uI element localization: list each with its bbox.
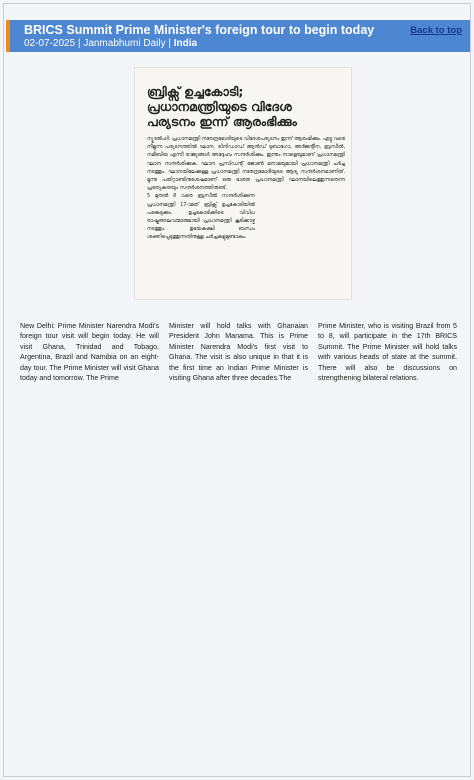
newspaper-clipping-image <box>135 68 351 299</box>
clipping-body <box>147 133 345 242</box>
article-column-3: Prime Minister, who is visiting Brazil from 5 to 8, will participate in the 17th BRICS Summit. The Prime Minister will hold talks with various heads of state at the summit. There will also be discussions on strengthening bilateral relations. <box>318 322 457 383</box>
back-to-top-link[interactable]: Back to top <box>410 25 462 36</box>
page <box>3 3 471 777</box>
meta-separator: | <box>165 38 174 49</box>
article-title: BRICS Summit Prime Minister's foreign tour to begin today <box>24 23 375 37</box>
article-header <box>6 20 470 52</box>
article-meta <box>24 38 197 49</box>
article-column-1: New Delhi: Prime Minister Narendra Modi's foreign tour visit will begin today. He will visit Ghana, Trinidad and Tobago, Argentina, Brazil and Namibia on an eight-day tour. The Prime Minister will visit Ghana today and tomorrow. The Prime <box>20 322 159 383</box>
article-country: India <box>173 38 198 49</box>
article-date: 02-07-2025 <box>24 38 76 49</box>
clipping-headline: ബ്രിക്സ് ഉച്ചകോടി; പ്രധാനമന്ത്രിയുടെ വിദേശ പര്യടനം ഇന്ന് ആരംഭിക്കും <box>147 84 297 129</box>
clipping-paragraph: 5 മുതൽ 8 വരെ ബ്രസീൽ സന്ദർശിക്കുന്ന പ്രധാനമന്ത്രി 17-ാമത് ബ്രിക്സ് ഉച്ചകോടിയിൽ പങ്കെടുക്കും. ഉച്ചകോടിക്കിടെ വിവിധ രാഷ്ട്രത്തലവന്മാരുമായി പ്രധാനമന്ത്രി കൂടിക്കാഴ്ച നടത്തും. ഉഭയകക്ഷി ബന്ധം ശക്തിപ്പെടുത്തുന്നതിനുള്ള ചർച്ചകളുമുണ്ടാകും. <box>147 193 255 241</box>
article-source: Janmabhumi Daily <box>83 38 166 49</box>
article-column-2: Minister will hold talks with Ghanaian President John Manama. This is Prime Minister Narendra Modi's first visit to Ghana. The visit is also unique in that it is the first time an Indian Prime Minister is visiting Ghana after three decades.The <box>169 322 308 383</box>
clipping-paragraph: ന്യൂദൽഹി: പ്രധാനമന്ത്രി നരേന്ദ്രമോദിയുടെ വിദേശപര്യടനം ഇന്ന് ആരംഭിക്കും. എട്ടു വരെ നീളുന്ന പര്യടനത്തിൽ ഘാന, ട്രിനിഡാഡ് ആൻഡ് ടുബാഗോ, അർജന്റീന, ബ്രസീൽ, നമീബിയ എന്നീ രാജ്യങ്ങൾ അദ്ദേഹം സന്ദർശിക്കും. ഇന്നും നാളെയുമാണ് പ്രധാനമന്ത്രി ഘാന സന്ദർശിക്കുക. ഘാന പ്രസിഡന്റ് ജോൺ മനാമയുമായി പ്രധാനമന്ത്രി ചർച്ച നടത്തും. ഘാനയിലേക്കുള്ള പ്രധാനമന്ത്രി നരേന്ദ്രമോദിയുടെ ആദ്യ സന്ദർശനമാണിത്. മൂന്നു പതിറ്റാണ്ടിനുശേഷമാണ് ഒരു ഭാരത പ്രധാനമന്ത്രി ഘാനയിലെത്തുന്നതെന്ന പ്രത്യേകതയും സന്ദർശനത്തിനുണ്ട്. <box>147 136 345 192</box>
article-body <box>20 321 464 401</box>
meta-separator: | <box>75 38 84 49</box>
